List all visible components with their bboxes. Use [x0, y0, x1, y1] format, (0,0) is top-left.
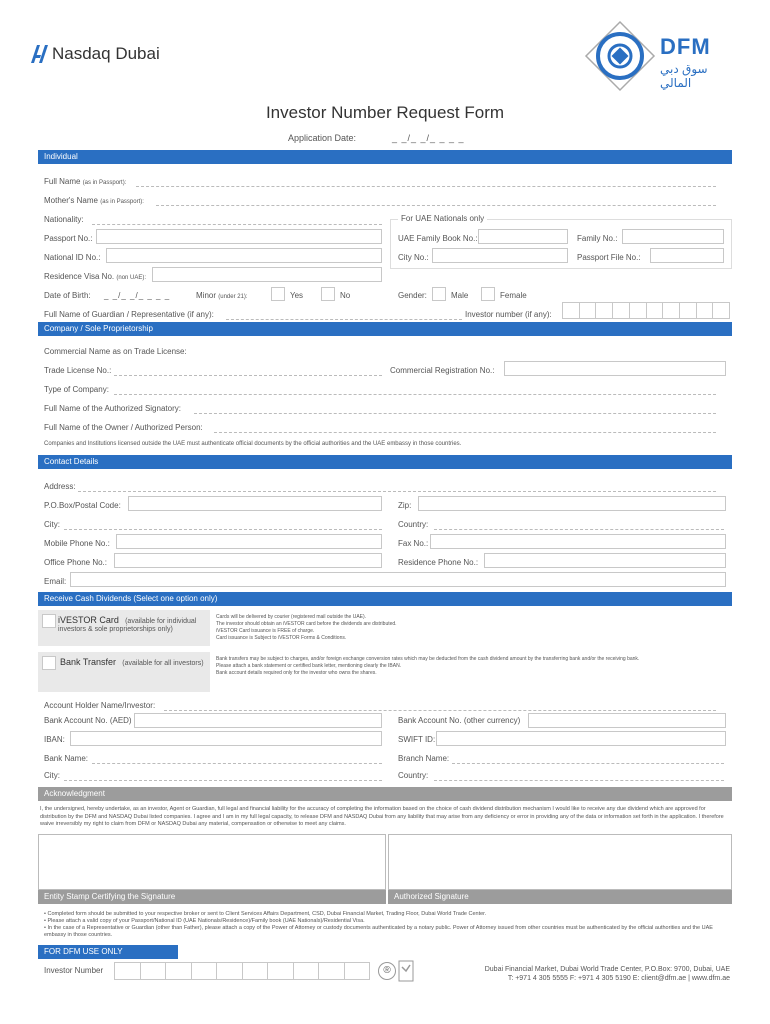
- fax-field[interactable]: [430, 534, 726, 549]
- investor-number-label: Investor number (if any):: [465, 310, 552, 319]
- guardian-field[interactable]: [226, 319, 462, 320]
- mobile-field[interactable]: [116, 534, 382, 549]
- pobox-field[interactable]: [128, 496, 382, 511]
- entity-stamp-label: Entity Stamp Certifying the Signature: [38, 890, 386, 904]
- dfm-logo-text: DFM: [660, 34, 711, 59]
- bank-city-field[interactable]: [64, 780, 382, 781]
- trade-license-field[interactable]: [114, 375, 382, 376]
- application-date-field[interactable]: _ _/_ _/_ _ _ _: [392, 133, 465, 143]
- swift-field[interactable]: [436, 731, 726, 746]
- contact-country-field[interactable]: [434, 529, 724, 530]
- footer-address-2: T: +971 4 305 5555 F: +971 4 305 5190 E: client@dfm.ae | www.dfm.ae: [507, 975, 730, 982]
- bank-name-field[interactable]: [92, 763, 382, 764]
- nationality-label: Nationality:: [44, 215, 84, 224]
- company-note: Companies and Institutions licensed outside the UAE must authenticate official documents by the official authorities and the UAE embassy in those countries.: [44, 441, 462, 447]
- certification-seal-icon: [398, 960, 414, 982]
- commercial-name-label: Commercial Name as on Trade License:: [44, 347, 187, 356]
- bank-country-field[interactable]: [434, 780, 724, 781]
- uae-nationals-label: For UAE Nationals only: [398, 214, 487, 223]
- auth-signatory-label: Full Name of the Authorized Signatory:: [44, 404, 181, 413]
- section-company: Company / Sole Proprietorship: [38, 322, 732, 336]
- family-no-field[interactable]: [622, 229, 724, 244]
- passport-file-label: Passport File No.:: [577, 253, 641, 262]
- address-field[interactable]: [78, 491, 716, 492]
- email-label: Email:: [44, 577, 67, 586]
- commercial-reg-label: Commercial Registration No.:: [390, 366, 495, 375]
- email-field[interactable]: [70, 572, 726, 587]
- trade-license-label: Trade License No.:: [44, 366, 112, 375]
- bank-transfer-checkbox[interactable]: [42, 656, 56, 670]
- registered-trademark-icon: ®: [378, 962, 396, 980]
- ivestor-title: iVESTOR Card (available for individual: [58, 615, 197, 625]
- commercial-reg-field[interactable]: [504, 361, 726, 376]
- gender-male-checkbox[interactable]: [432, 287, 446, 301]
- gender-male-label: Male: [451, 291, 469, 300]
- nasdaq-logo: [28, 42, 160, 66]
- city-no-label: City No.:: [398, 253, 429, 262]
- bank-country-label: Country:: [398, 771, 429, 780]
- residence-phone-field[interactable]: [484, 553, 726, 568]
- national-id-label: National ID No.:: [44, 253, 101, 262]
- owner-field[interactable]: [214, 432, 716, 433]
- branch-name-field[interactable]: [452, 763, 724, 764]
- dob-field[interactable]: _ _/_ _/_ _ _ _: [104, 291, 171, 300]
- bank-name-label: Bank Name:: [44, 754, 89, 763]
- full-name-label: Full Name (as in Passport):: [44, 177, 127, 186]
- gender-female-checkbox[interactable]: [481, 287, 495, 301]
- office-phone-field[interactable]: [114, 553, 382, 568]
- gender-label: Gender:: [398, 291, 427, 300]
- residence-visa-field[interactable]: [152, 267, 382, 282]
- dfm-arabic-text: سوق دبي المالي: [660, 62, 708, 90]
- authorized-signature-label: Authorized Signature: [388, 890, 732, 904]
- minor-yes-checkbox[interactable]: [271, 287, 285, 301]
- footer-investor-number-field[interactable]: [114, 962, 370, 980]
- footer-investor-number-label: Investor Number: [44, 966, 104, 975]
- family-no-label: Family No.:: [577, 234, 618, 243]
- section-dividends: Receive Cash Dividends (Select one option only): [38, 592, 732, 606]
- iban-label: IBAN:: [44, 735, 65, 744]
- contact-city-field[interactable]: [64, 529, 382, 530]
- section-contact: Contact Details: [38, 455, 732, 469]
- dfm-emblem-icon: [584, 20, 656, 92]
- company-type-label: Type of Company:: [44, 385, 109, 394]
- uae-family-book-label: UAE Family Book No.:: [398, 234, 478, 243]
- passport-file-field[interactable]: [650, 248, 724, 263]
- guardian-label: Full Name of Guardian / Representative (if any):: [44, 310, 214, 319]
- footer-address-1: Dubai Financial Market, Dubai World Trade Center, P.O.Box: 9700, Dubai, UAE: [484, 966, 730, 973]
- bank-transfer-bullets: Bank transfers may be subject to charges, and/or foreign exchange conversion rates which may be deducted from the cash dividend amount by the transferring bank and/or the receiving bank. Please attach a bank statement or certified bank letter, mentioning clearly the IBAN. Bank account details required only for the investor who owns the shares.: [216, 656, 640, 676]
- bank-city-label: City:: [44, 771, 60, 780]
- full-name-field[interactable]: [136, 186, 716, 187]
- nasdaq-logo-text: Nasdaq Dubai: [52, 44, 160, 63]
- contact-country-label: Country:: [398, 520, 429, 529]
- uae-family-book-field[interactable]: [478, 229, 568, 244]
- pobox-label: P.O.Box/Postal Code:: [44, 501, 121, 510]
- minor-no-label: No: [340, 291, 351, 300]
- contact-city-label: City:: [44, 520, 60, 529]
- fax-label: Fax No.:: [398, 539, 429, 548]
- account-holder-field[interactable]: [164, 710, 716, 711]
- office-phone-label: Office Phone No.:: [44, 558, 107, 567]
- dfm-logo: [584, 20, 734, 92]
- bank-account-aed-field[interactable]: [134, 713, 382, 728]
- residence-visa-label: Residence Visa No. (non UAE):: [44, 272, 147, 281]
- branch-name-label: Branch Name:: [398, 754, 450, 763]
- owner-label: Full Name of the Owner / Authorized Person:: [44, 423, 203, 432]
- national-id-field[interactable]: [106, 248, 382, 263]
- mobile-label: Mobile Phone No.:: [44, 539, 110, 548]
- minor-no-checkbox[interactable]: [321, 287, 335, 301]
- bank-account-aed-label: Bank Account No. (AED): [44, 716, 132, 725]
- address-label: Address:: [44, 482, 76, 491]
- ivestor-checkbox[interactable]: [42, 614, 56, 628]
- minor-yes-label: Yes: [290, 291, 304, 300]
- entity-stamp-box[interactable]: [38, 834, 386, 890]
- investor-number-field[interactable]: [562, 302, 730, 319]
- signature-box[interactable]: [388, 834, 732, 890]
- notes-list: • Completed form should be submitted to your respective broker or sent to Client Services Affairs Department, CSD, Dubai Financial Market, Trading Floor, Dubai World Trade Center. • Please attach a valid copy of your Passport/National ID (UAE Nationals/Residence)/Family book (UAE Nationals)/Residential Visa. • In the case of a Representative or Guardian (other than Father), please attach a copy of the Power of Attorney or custody documents authenticated by a notary public. Power of Attorney issued from other countries must be authenticated by the official authorities and the UAE embassy in those countries.: [44, 911, 724, 939]
- application-date-label: Application Date:: [288, 133, 357, 143]
- residence-phone-label: Residence Phone No.:: [398, 558, 479, 567]
- company-type-field[interactable]: [114, 394, 716, 395]
- zip-label: Zip:: [398, 501, 412, 510]
- nasdaq-logo-icon: [28, 43, 50, 65]
- bank-transfer-title: Bank Transfer (available for all investors): [60, 657, 204, 667]
- ivestor-bullets: Cards will be delivered by courier (registered mail outside the UAE). The investor should obtain an iVESTOR card before the dividends are distributed. iVESTOR Card issuance is FREE of charge. Card issuance is Subject to iVESTOR Forms & Conditions.: [216, 614, 397, 641]
- zip-field[interactable]: [418, 496, 726, 511]
- page-title: Investor Number Request Form: [265, 103, 505, 122]
- nationality-field[interactable]: [92, 224, 382, 225]
- bank-account-other-field[interactable]: [528, 713, 726, 728]
- minor-label: Minor (under 21):: [196, 291, 248, 300]
- acknowledgment-text: I, the undersigned, hereby undertake, as an investor, Agent or Guardian, full legal and financial liability for the accuracy of completing the information based on the choice of cash dividend distribution mechanism I would like to receive any due dividend which are approved for distribution by the DFM and NASDAQ Dubai listed companies. I agree and I am in my full legal capacity, to release DFM and NASDAQ Dubai from any liability that may arise from any deficiency or error in providing any of the data or information set forth in the application. I therefore waive irreversibly my right to claim from DFM or NASDAQ Dubai any material, compensation or otherwise to meet any claims.: [40, 806, 724, 827]
- section-individual: Individual: [38, 150, 732, 164]
- city-no-field[interactable]: [432, 248, 568, 263]
- swift-label: SWIFT ID:: [398, 735, 436, 744]
- passport-no-label: Passport No.:: [44, 234, 93, 243]
- passport-no-field[interactable]: [96, 229, 382, 244]
- mother-name-field[interactable]: [156, 205, 716, 206]
- gender-female-label: Female: [500, 291, 527, 300]
- ivestor-note: investors & sole proprietorships only): [58, 626, 173, 633]
- section-dfm-use: FOR DFM USE ONLY: [38, 945, 178, 959]
- bank-account-other-label: Bank Account No. (other currency): [398, 716, 521, 725]
- account-holder-label: Account Holder Name/Investor:: [44, 701, 156, 710]
- dob-label: Date of Birth:: [44, 291, 91, 300]
- iban-field[interactable]: [70, 731, 382, 746]
- auth-signatory-field[interactable]: [194, 413, 716, 414]
- section-acknowledgment: Acknowledgment: [38, 787, 732, 801]
- mother-name-label: Mother's Name (as in Passport):: [44, 196, 144, 205]
